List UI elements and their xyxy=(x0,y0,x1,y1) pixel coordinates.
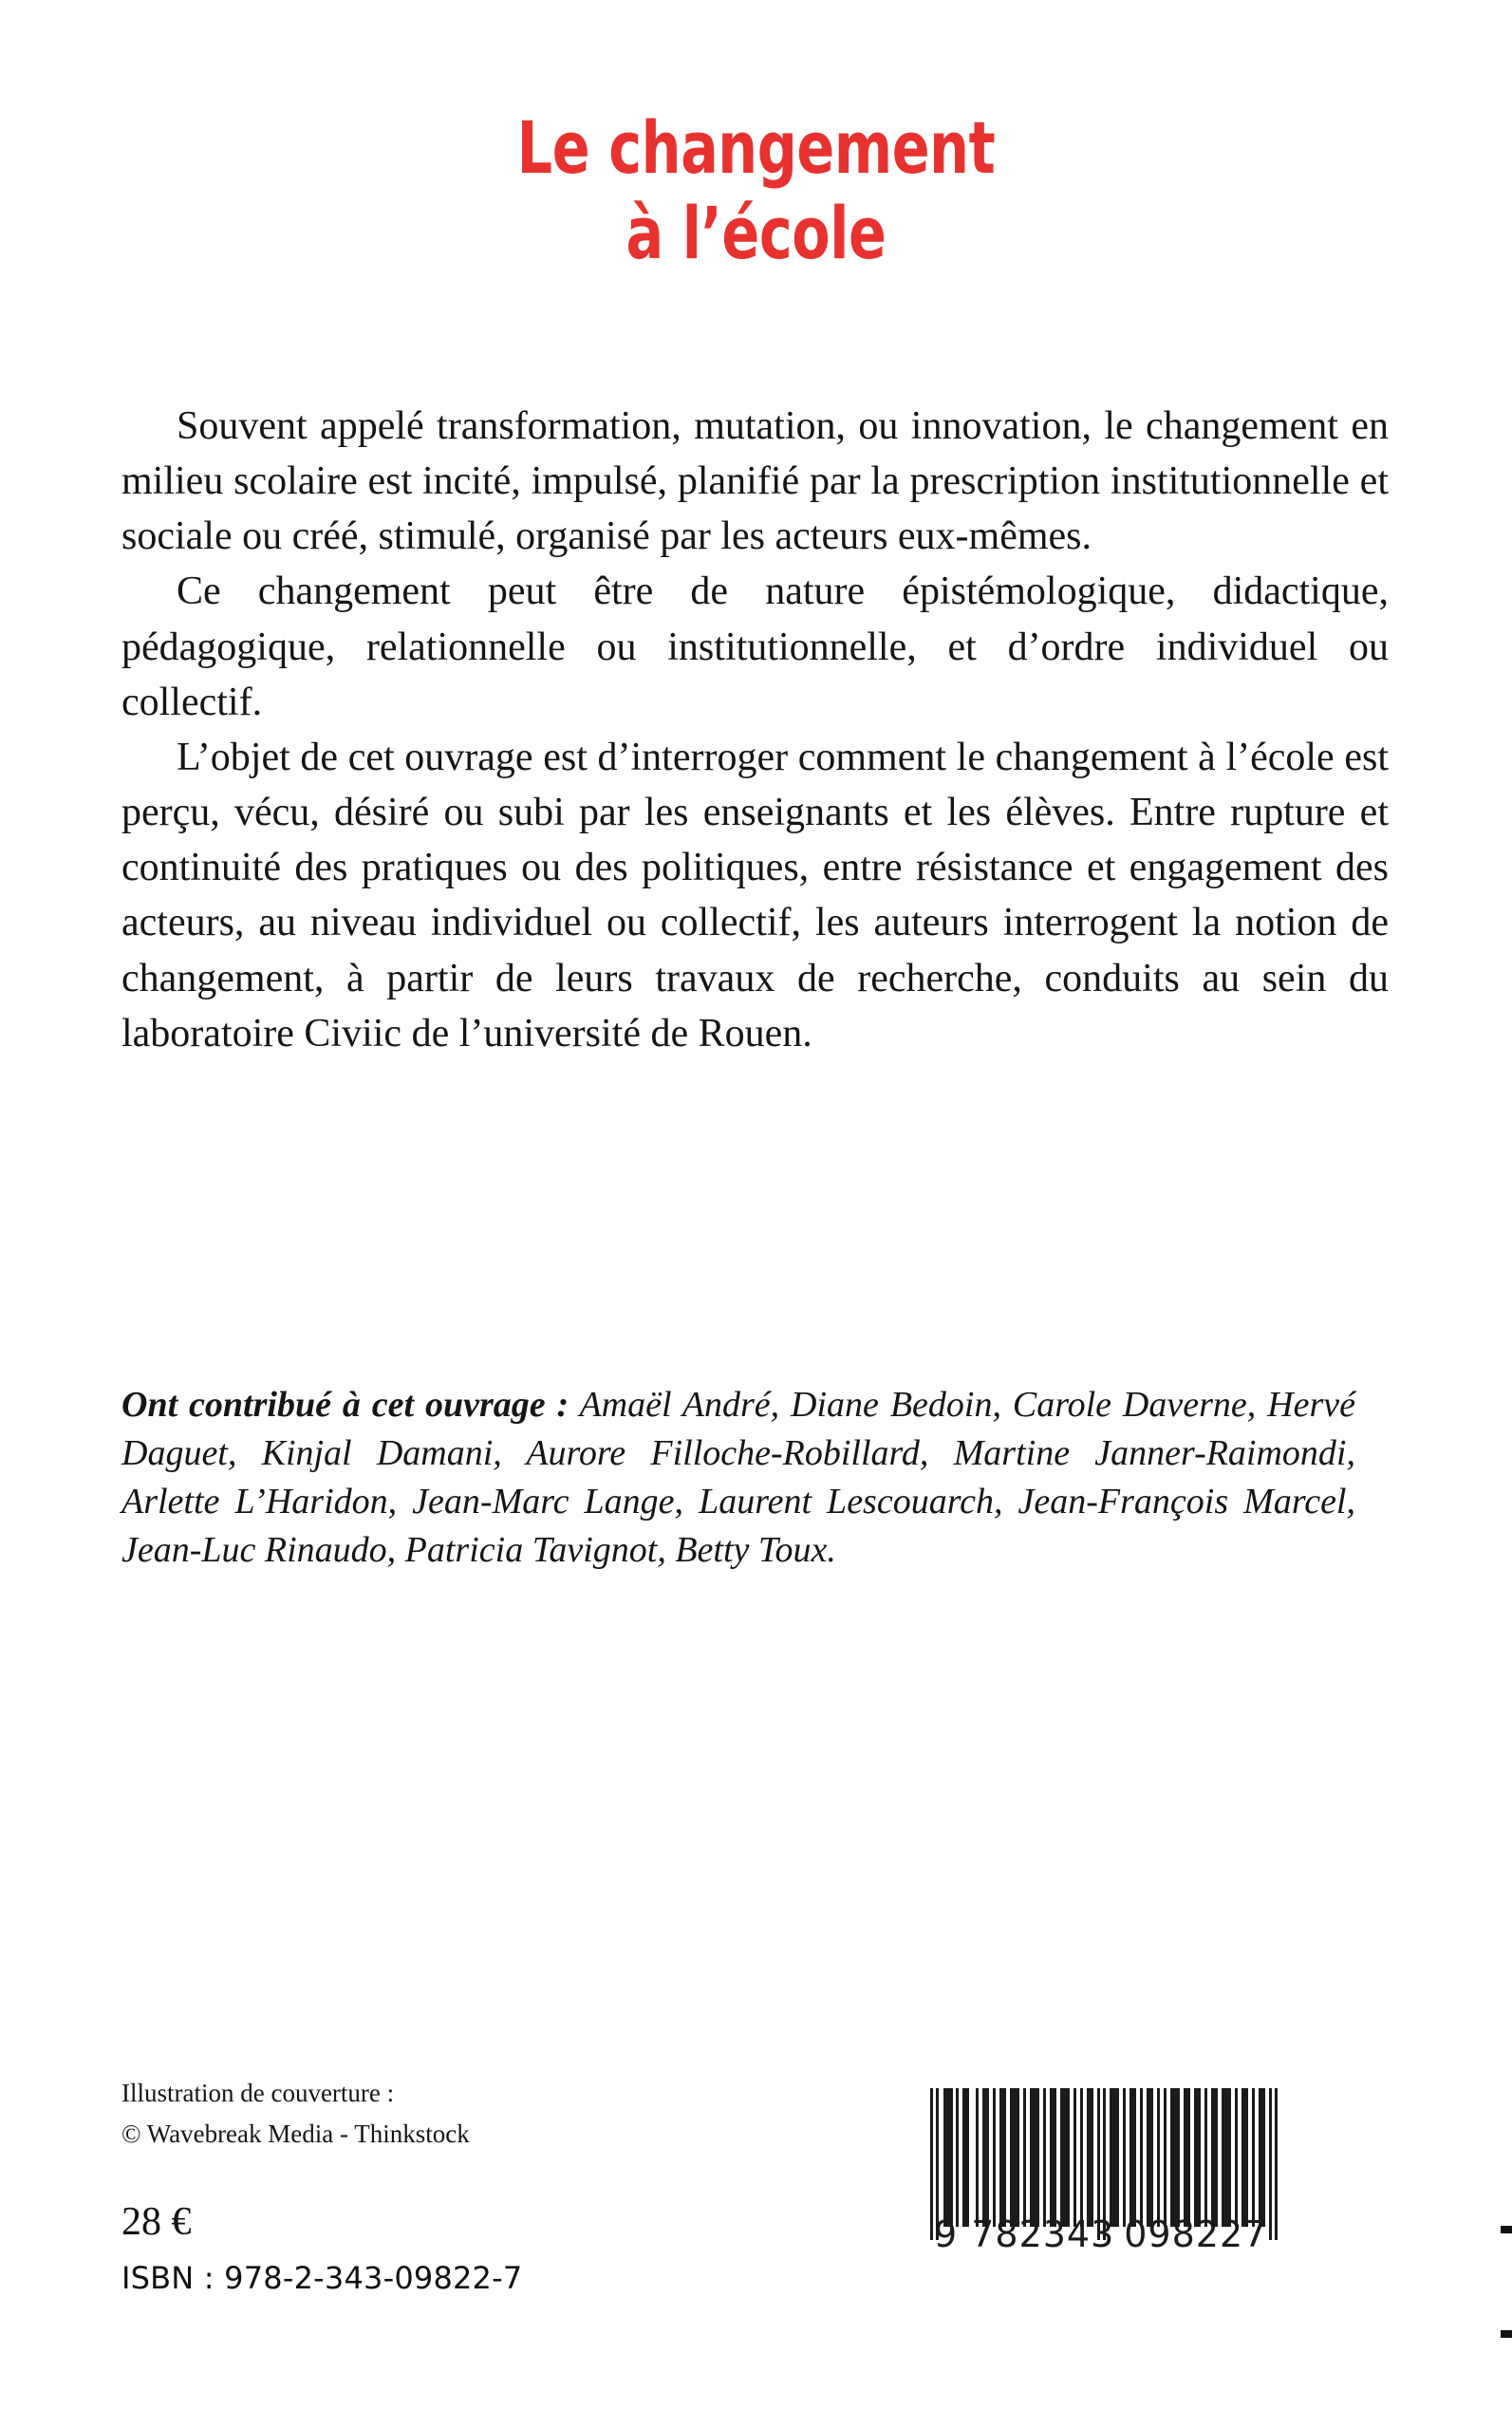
title-line-2: à l’école xyxy=(625,191,887,275)
blurb-paragraph-1: Souvent appelé transformation, mutation, ou innovation, le changement en milieu scolaire est incité, impulsé, planifié par la prescription institutionnelle et sociale ou créé, stimulé, organisé par les acteurs eux-mêmes. xyxy=(121,404,1389,559)
barcode xyxy=(930,2088,1291,2255)
barcode-lead-digit: 9 xyxy=(934,2213,959,2255)
page-title xyxy=(0,105,1512,275)
blurb-paragraph-3: L’objet de cet ouvrage est d’interroger comment le changement à l’école est perçu, vécu, désiré ou subi par les enseignants et les élèves. Entre rupture et continuité des pratiques ou des politiques, entre résistance et engagement des acteurs, au niveau individuel ou collectif, les auteurs interrogent la notion de changement, à partir de leurs travaux de recherche, conduits au sein du laboratoire Civiic de l’université de Rouen. xyxy=(121,735,1389,1055)
cover-credit-label: Illustration de couverture : xyxy=(121,2079,395,2107)
barcode-group-1: 782343 xyxy=(971,2213,1115,2255)
contributors-block xyxy=(121,1381,1355,1575)
cover-credit xyxy=(121,2073,470,2154)
title-line-1: Le changement xyxy=(516,105,996,190)
crop-mark-lower xyxy=(1501,2330,1512,2338)
cover-credit-value: © Wavebreak Media - Thinkstock xyxy=(121,2119,470,2148)
barcode-digits xyxy=(930,2213,1291,2255)
contributors-names: Amaël André, Diane Bedoin, Carole Daverne, Hervé Daguet, Kinjal Damani, Aurore Filloche-Robillard, Martine Janner-Raimondi, Arlette L’Haridon, Jean-Marc Lange, Laurent Lescouarch, Jean-François Marcel, Jean-Luc Rinaudo, Patricia Tavignot, Betty Toux. xyxy=(121,1385,1355,1570)
blurb-text xyxy=(121,399,1389,1061)
blurb-paragraph-2: Ce changement peut être de nature épistémologique, didactique, pédagogique, relationnelle ou institutionnelle, et d’ordre individuel ou collectif. xyxy=(121,570,1389,724)
barcode-group-2: 098227 xyxy=(1124,2213,1268,2255)
contributors-lead-in: Ont contribué à cet ouvrage : xyxy=(121,1385,569,1425)
isbn: ISBN : 978-2-343-09822-7 xyxy=(121,2260,523,2296)
crop-mark-upper xyxy=(1501,2226,1512,2233)
price: 28 € xyxy=(121,2200,192,2244)
